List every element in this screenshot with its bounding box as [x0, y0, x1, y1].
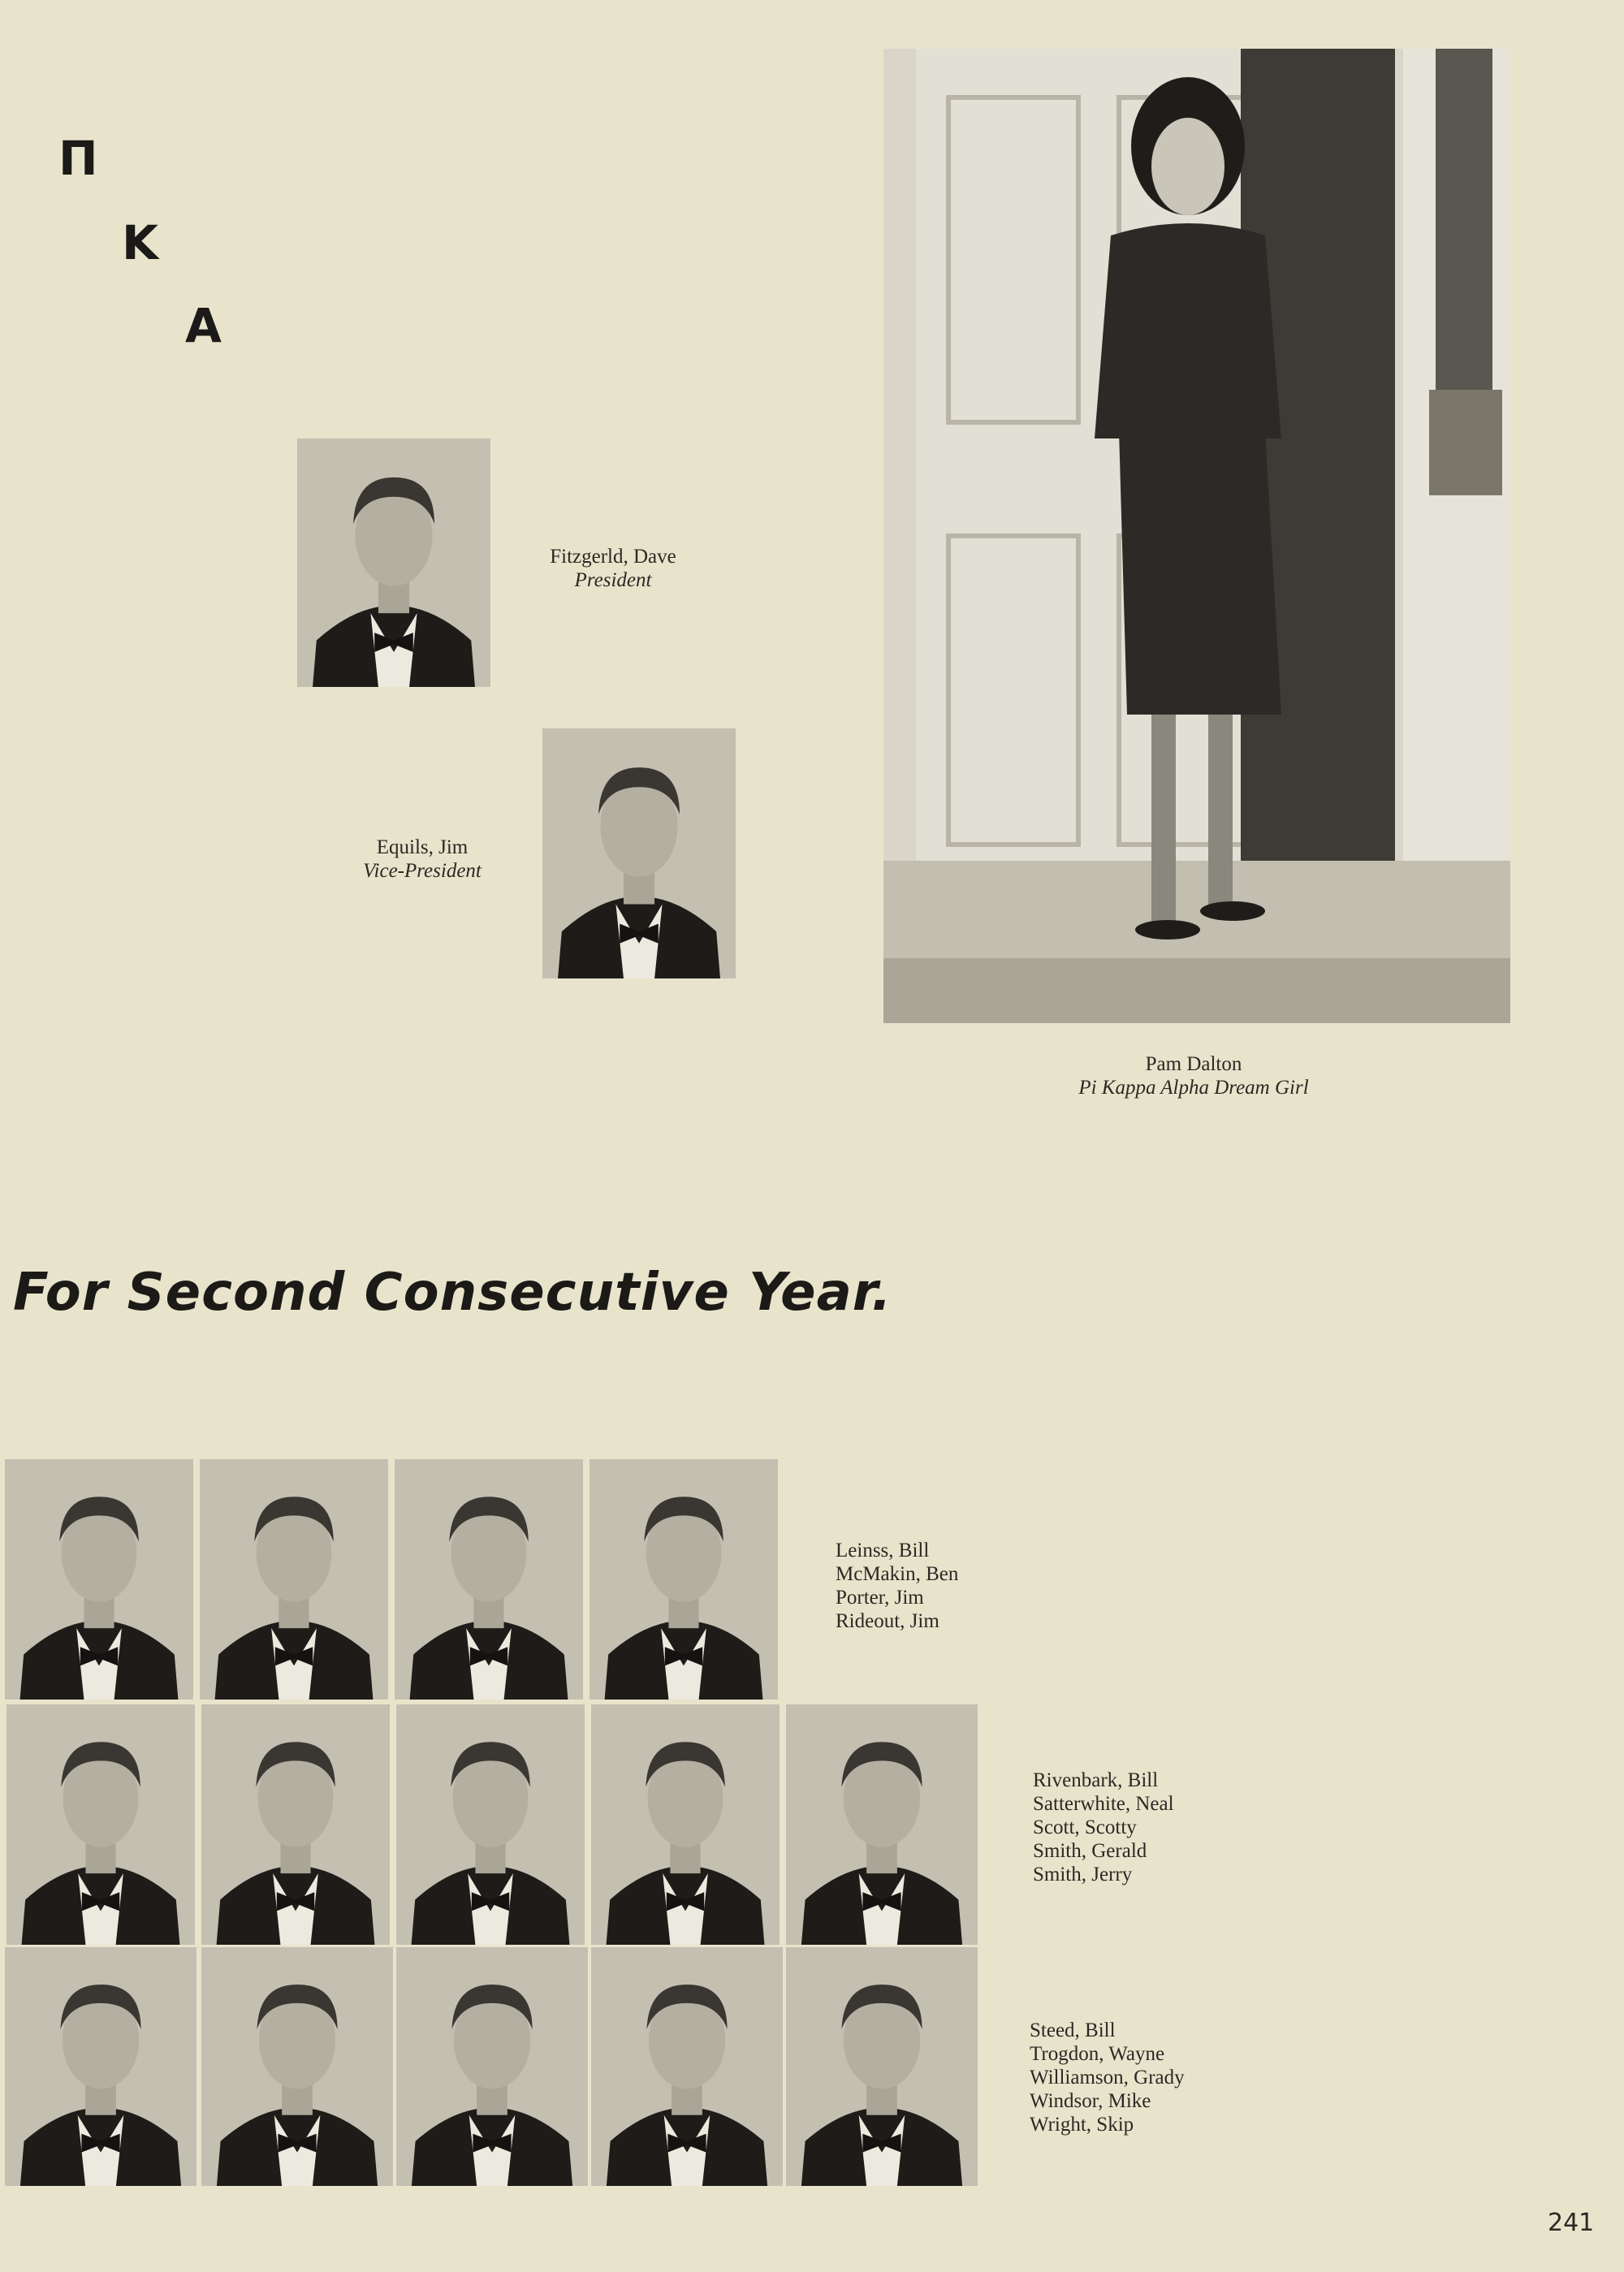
officer-name: Fitzgerld, Dave [550, 546, 676, 568]
officer-portrait-vice-president [542, 728, 736, 978]
member-portrait [786, 1947, 978, 2186]
member-name: Scott, Scotty [1033, 1816, 1137, 1838]
member-names-row-1 [836, 1539, 958, 1633]
member-portrait [201, 1947, 393, 2186]
member-name: McMakin, Ben [836, 1563, 959, 1585]
member-portrait [590, 1459, 778, 1700]
member-names-row-2 [1033, 1769, 1174, 1886]
member-name: Smith, Jerry [1033, 1864, 1133, 1885]
officer-name: Equils, Jim [376, 836, 469, 858]
member-name: Leinss, Bill [836, 1540, 930, 1561]
greek-letter-pi: Π [58, 131, 98, 186]
dream-girl-caption [1023, 1053, 1364, 1100]
member-name: Williamson, Grady [1030, 2067, 1185, 2088]
member-portrait [201, 1704, 390, 1945]
member-name: Rideout, Jim [836, 1610, 939, 1632]
dream-girl-photo [883, 49, 1510, 1023]
member-name: Windsor, Mike [1030, 2090, 1151, 2112]
member-portrait [396, 1704, 585, 1945]
member-name: Steed, Bill [1030, 2019, 1116, 2041]
officer-title: President [574, 568, 652, 591]
member-name: Wright, Skip [1030, 2114, 1134, 2136]
officer-caption-vice-president [333, 836, 512, 883]
officer-portrait-president [297, 438, 490, 687]
member-name: Satterwhite, Neal [1033, 1793, 1174, 1815]
officer-caption-president [520, 546, 706, 593]
member-portrait [5, 1947, 197, 2186]
member-portrait [591, 1704, 780, 1945]
member-portrait [6, 1704, 195, 1945]
member-name: Smith, Gerald [1033, 1840, 1147, 1862]
member-portrait [591, 1947, 783, 2186]
page-heading: For Second Consecutive Year. [13, 1263, 892, 1323]
member-portrait [395, 1459, 583, 1700]
dream-girl-title: Pi Kappa Alpha Dream Girl [1078, 1076, 1309, 1099]
member-name: Rivenbark, Bill [1033, 1769, 1159, 1791]
member-names-row-3 [1030, 2019, 1185, 2136]
greek-letter-alpha: A [185, 298, 222, 353]
greek-letter-kappa: K [122, 215, 158, 270]
member-portrait [396, 1947, 588, 2186]
dream-girl-name: Pam Dalton [1145, 1053, 1242, 1075]
member-name: Trogdon, Wayne [1030, 2043, 1165, 2065]
member-name: Porter, Jim [836, 1587, 924, 1609]
officer-title: Vice-President [363, 859, 482, 882]
member-portrait [786, 1704, 978, 1945]
member-portrait [200, 1459, 388, 1700]
member-portrait [5, 1459, 193, 1700]
page-number: 241 [1548, 2209, 1595, 2237]
